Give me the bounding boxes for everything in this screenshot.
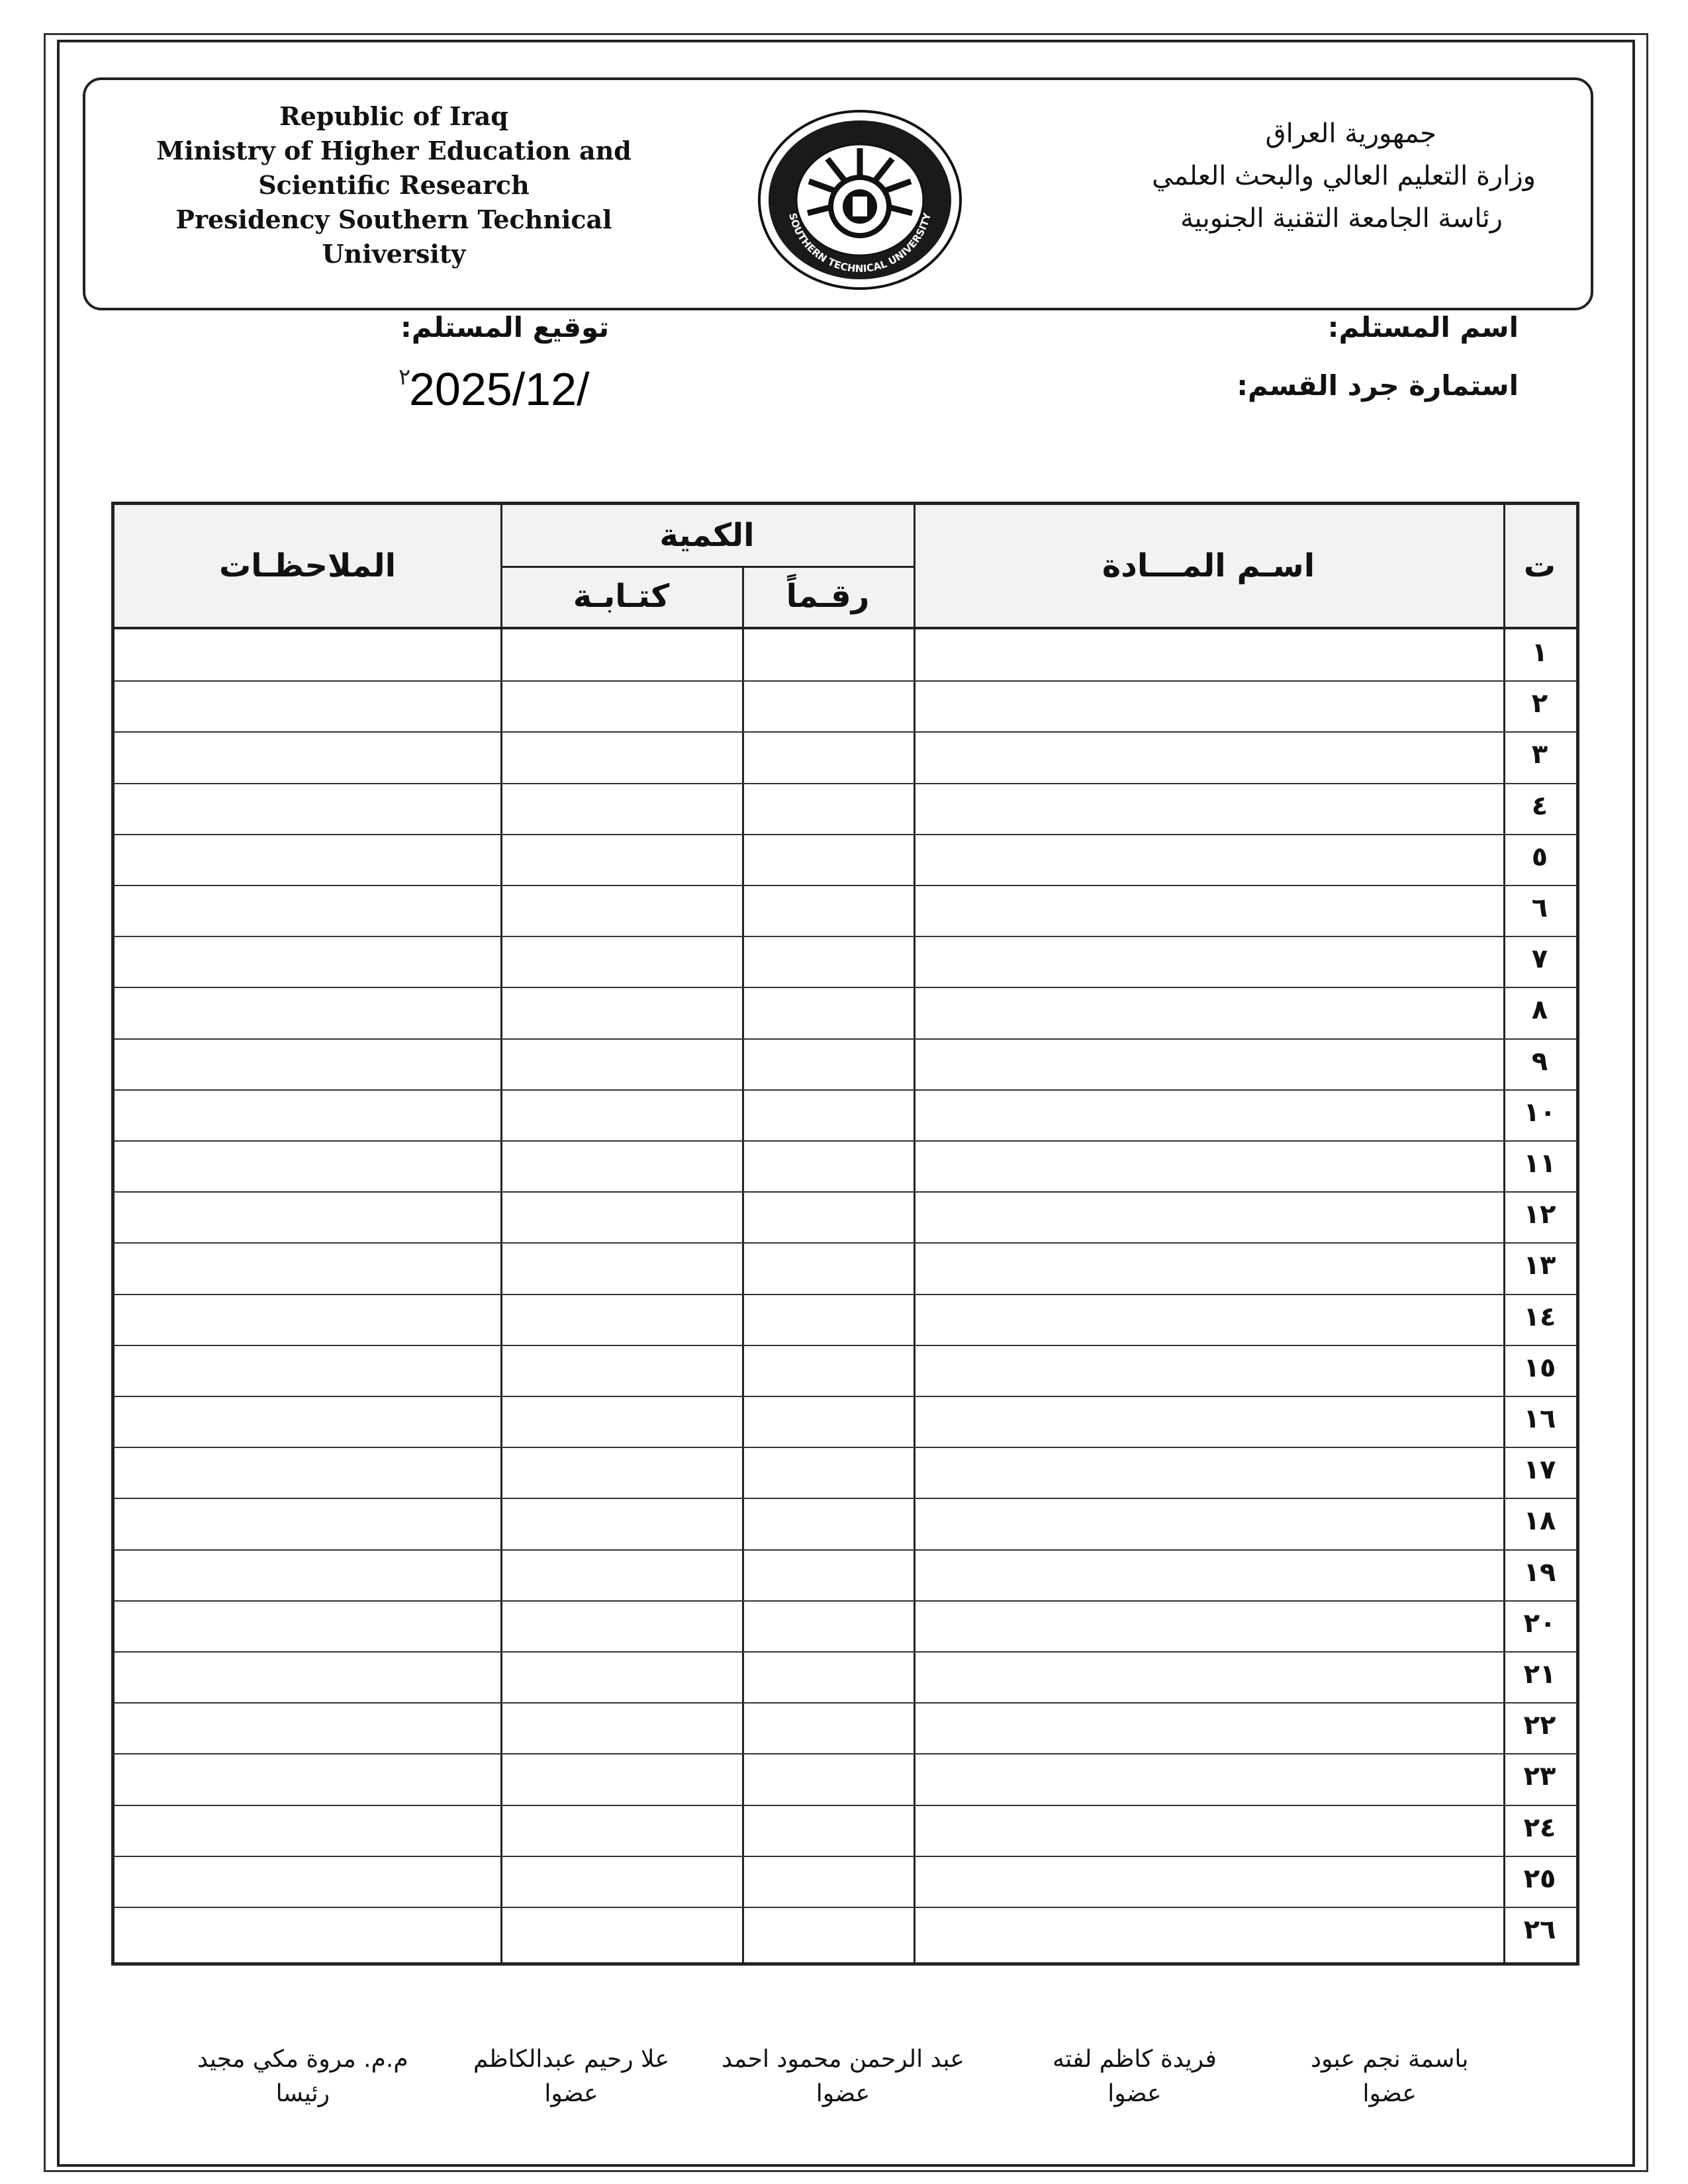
table-row-divider [115, 1600, 1576, 1602]
table-row-divider [115, 1345, 1576, 1346]
member-name: م.م. مروة مكي مجيد [197, 2046, 408, 2073]
row-number: ٥ [1531, 841, 1548, 872]
member-role: عضوا [816, 2080, 870, 2107]
header-qty-number: رقـماً [786, 578, 870, 615]
row-number: ١ [1531, 637, 1548, 668]
member-name: عبد الرحمن محمود احمد [722, 2046, 964, 2073]
row-number: ١٢ [1523, 1199, 1556, 1230]
table-row-divider [115, 1191, 1576, 1193]
table-row-divider [115, 834, 1576, 835]
inventory-table [111, 502, 1579, 1966]
row-number: ٢٢ [1523, 1710, 1556, 1741]
table-row-divider [115, 1140, 1576, 1142]
table-row-divider [115, 1651, 1576, 1653]
table-row-divider [115, 1856, 1576, 1857]
row-number: ٢٥ [1523, 1863, 1556, 1894]
member-role: رئيسا [275, 2080, 330, 2107]
row-number: ٣ [1531, 739, 1548, 770]
member-name: علا رحيم عبدالكاظم [473, 2046, 669, 2073]
row-number: ١٥ [1523, 1352, 1556, 1383]
row-number: ٢٠ [1523, 1608, 1556, 1639]
en-line: University [322, 239, 466, 269]
row-number: ٢١ [1523, 1659, 1556, 1690]
table-row-divider [115, 1396, 1576, 1397]
date-mark: ٢ [399, 364, 411, 390]
table-row-divider [115, 1907, 1576, 1908]
table-row-divider [115, 1753, 1576, 1754]
member-name: باسمة نجم عبود [1311, 2046, 1469, 2073]
col-divider [1503, 505, 1505, 1962]
table-row-divider [115, 1038, 1576, 1040]
recipient-name-label: اسم المستلم: [1327, 311, 1519, 343]
en-line: Presidency Southern Technical [175, 205, 612, 234]
row-number: ١٧ [1523, 1455, 1556, 1486]
recipient-signature-label: توقيع المستلم: [400, 311, 610, 343]
member-name: فريدة كاظم لفته [1053, 2046, 1217, 2073]
table-row-divider [115, 1805, 1576, 1806]
en-line: Ministry of Higher Education and [156, 136, 632, 165]
table-row-divider [115, 1089, 1576, 1091]
row-number: ١٨ [1523, 1506, 1556, 1537]
table-row-divider [115, 1447, 1576, 1448]
col-divider [500, 505, 502, 1962]
table-row-divider [115, 731, 1576, 733]
ar-line: وزارة التعليم العالي والبحث العلمي [1152, 161, 1536, 191]
header-item-name: اسـم المـــادة [1102, 547, 1315, 584]
row-number: ٢٣ [1523, 1761, 1556, 1792]
table-row-divider [115, 1294, 1576, 1295]
english-letterhead [132, 99, 655, 271]
committee-member-2 [1053, 2042, 1217, 2111]
committee-member-1 [1311, 2042, 1468, 2111]
row-number: ٩ [1531, 1046, 1548, 1077]
member-role: عضوا [1362, 2080, 1417, 2107]
member-role: عضوا [544, 2080, 598, 2107]
table-row-divider [115, 1549, 1576, 1551]
form-date: 2025/12/ [409, 363, 590, 415]
row-number: ٢٦ [1523, 1915, 1556, 1945]
table-row-divider [115, 680, 1576, 682]
en-line: Republic of Iraq [279, 101, 508, 131]
committee-chair [197, 2042, 408, 2111]
row-number: ١٦ [1523, 1404, 1556, 1434]
row-number: ٦ [1531, 893, 1548, 923]
row-number: ١٩ [1523, 1557, 1556, 1588]
row-number: ١٤ [1523, 1301, 1556, 1332]
table-row-divider [115, 783, 1576, 784]
table-row-divider [115, 936, 1576, 937]
header-serial: ت [1523, 547, 1556, 584]
row-number: ٨ [1531, 995, 1548, 1026]
table-row-divider [115, 987, 1576, 988]
ar-line: رئاسة الجامعة التقنية الجنوبية [1180, 203, 1503, 234]
seal-text: SOUTHERN TECHNICAL UNIVERSITY [786, 211, 933, 275]
arabic-letterhead [1006, 113, 1536, 240]
header-qty-written: كتـابـة [573, 578, 670, 615]
header-quantity: الكمية [659, 517, 755, 554]
row-number: ٤ [1531, 790, 1548, 821]
committee-member-4 [473, 2042, 669, 2111]
row-number: ١٣ [1523, 1250, 1556, 1281]
university-seal-icon [755, 107, 965, 293]
table-row-divider [115, 1498, 1576, 1499]
header-notes: الملاحظـات [218, 547, 397, 584]
member-role: عضوا [1107, 2080, 1162, 2107]
row-number: ٢ [1531, 688, 1548, 719]
table-row-divider [115, 1702, 1576, 1704]
ar-line: جمهورية العراق [1265, 118, 1436, 149]
row-number: ١١ [1523, 1148, 1556, 1179]
committee-member-3 [722, 2042, 964, 2111]
en-line: Scientific Research [258, 170, 530, 200]
col-divider [914, 505, 915, 1962]
inventory-form-label: استمارة جرد القسم: [1237, 369, 1519, 402]
row-number: ٢٤ [1523, 1812, 1556, 1843]
table-row-divider [115, 1242, 1576, 1244]
table-row-divider [115, 885, 1576, 886]
row-number: ٧ [1531, 944, 1548, 975]
row-number: ١٠ [1523, 1097, 1556, 1128]
